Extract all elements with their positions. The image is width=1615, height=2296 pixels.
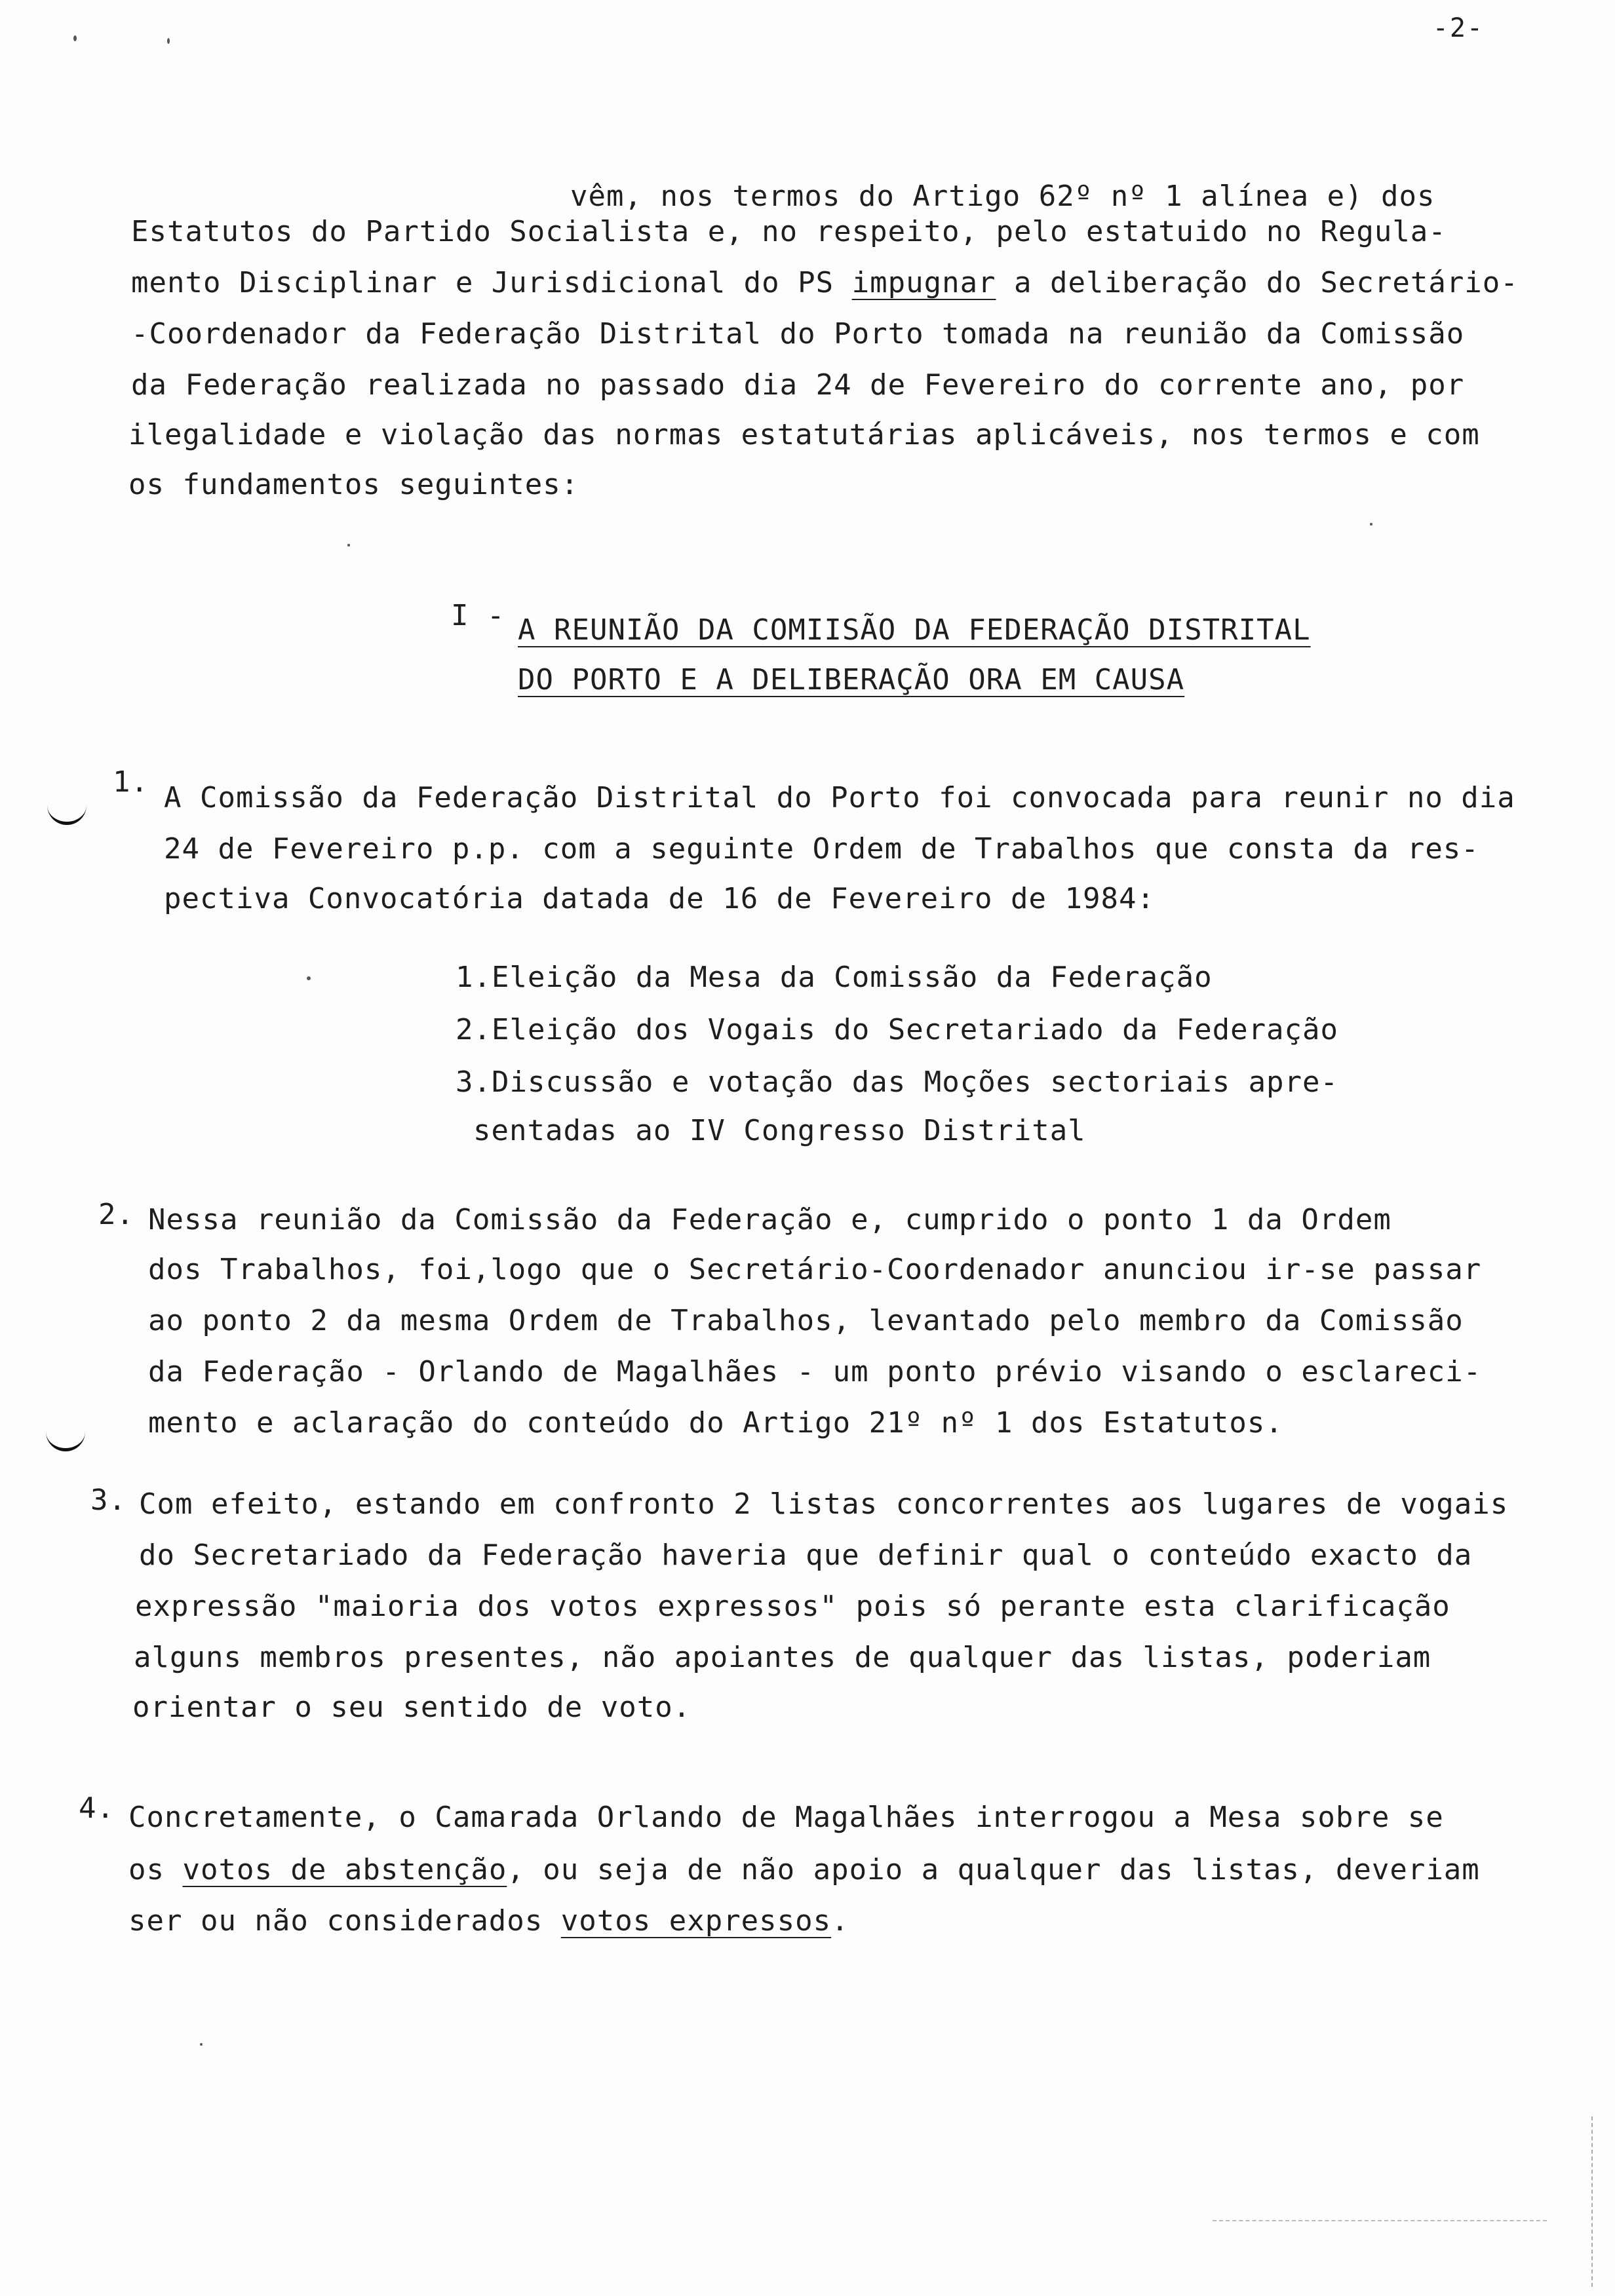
paragraph-line: Nessa reunião da Comissão da Federação e, cumprido o ponto 1 da Ordem xyxy=(148,1203,1391,1236)
paragraph-number: 3. xyxy=(90,1483,126,1517)
scan-artifact-edge xyxy=(1591,2116,1593,2287)
paragraph-line: da Federação - Orlando de Magalhães - um ponto prévio visando o esclareci- xyxy=(148,1355,1482,1388)
intro-line xyxy=(131,266,1519,299)
paragraph-line: 24 de Fevereiro p.p. com a seguinte Ordem de Trabalhos que consta da res- xyxy=(164,832,1479,866)
intro-text: a deliberação do Secretário- xyxy=(1014,266,1519,299)
page-number: -2- xyxy=(1432,13,1484,43)
section-title-line-1: A REUNIÃO DA COMIISÃO DA FEDERAÇÃO DISTRITAL xyxy=(518,613,1311,647)
paragraph-line: Com efeito, estando em confronto 2 listas concorrentes aos lugares de vogais xyxy=(139,1487,1509,1521)
paragraph-line: alguns membros presentes, não apoiantes de qualquer das listas, poderiam xyxy=(134,1641,1431,1674)
underlined-term: votos expressos xyxy=(560,1904,832,1938)
paragraph-line xyxy=(128,1904,849,1938)
intro-line: -Coordenador da Federação Distrital do Porto tomada na reunião da Comissão xyxy=(131,317,1465,351)
margin-bracket-mark xyxy=(47,805,87,825)
paragraph-text: ser ou não considerados xyxy=(128,1904,543,1938)
agenda-item: 1.Eleição da Mesa da Comissão da Federação xyxy=(456,961,1213,994)
underlined-term: votos de abstenção xyxy=(182,1853,507,1886)
intro-line: da Federação realizada no passado dia 24 de Fevereiro do corrente ano, por xyxy=(131,368,1465,402)
scan-artifact-dashes xyxy=(1213,2220,1547,2221)
paragraph-text: . xyxy=(831,1904,849,1938)
paragraph-line: pectiva Convocatória datada de 16 de Fevereiro de 1984: xyxy=(164,882,1155,915)
section-numeral: I - xyxy=(451,599,505,632)
agenda-item: 3.Discussão e votação das Moções sectoriais apre- xyxy=(456,1065,1339,1099)
section-title-line-2: DO PORTO E A DELIBERAÇÃO ORA EM CAUSA xyxy=(518,663,1185,697)
paragraph-line: ao ponto 2 da mesma Ordem de Trabalhos, levantado pelo membro da Comissão xyxy=(148,1304,1464,1337)
agenda-item-continuation: sentadas ao IV Congresso Distrital xyxy=(473,1114,1086,1147)
paragraph-number: 2. xyxy=(98,1198,134,1231)
paragraph-text: os xyxy=(128,1853,165,1886)
paragraph-line: A Comissão da Federação Distrital do Porto foi convocada para reunir no dia xyxy=(164,781,1515,814)
intro-text: mento Disciplinar e Jurisdicional do PS xyxy=(131,266,834,299)
intro-line: os fundamentos seguintes: xyxy=(128,468,579,501)
margin-bracket-mark xyxy=(46,1431,85,1451)
paragraph-line: dos Trabalhos, foi,logo que o Secretário-Coordenador anunciou ir-se passar xyxy=(148,1253,1482,1286)
intro-line: ilegalidade e violação das normas estatutárias aplicáveis, nos termos e com xyxy=(128,418,1480,451)
paragraph-line: orientar o seu sentido de voto. xyxy=(132,1691,691,1724)
paragraph-number: 1. xyxy=(113,765,149,799)
agenda-item: 2.Eleição dos Vogais do Secretariado da Federação xyxy=(456,1013,1339,1046)
paragraph-number: 4. xyxy=(79,1791,115,1825)
paragraph-line: expressão "maioria dos votos expressos" pois só perante esta clarificação xyxy=(135,1590,1450,1623)
paragraph-line xyxy=(128,1853,1480,1886)
intro-line: Estatutos do Partido Socialista e, no respeito, pelo estatuido no Regula- xyxy=(131,215,1447,248)
underlined-term: impugnar xyxy=(851,266,996,299)
paragraph-line: Concretamente, o Camarada Orlando de Magalhães interrogou a Mesa sobre se xyxy=(128,1801,1444,1834)
paragraph-text: , ou seja de não apoio a qualquer das listas, deveriam xyxy=(507,1853,1480,1886)
paragraph-line: do Secretariado da Federação haveria que definir qual o conteúdo exacto da xyxy=(139,1539,1473,1572)
intro-line: vêm, nos termos do Artigo 62º nº 1 alínea e) dos xyxy=(570,180,1435,213)
paragraph-line: mento e aclaração do conteúdo do Artigo 21º nº 1 dos Estatutos. xyxy=(148,1406,1283,1440)
